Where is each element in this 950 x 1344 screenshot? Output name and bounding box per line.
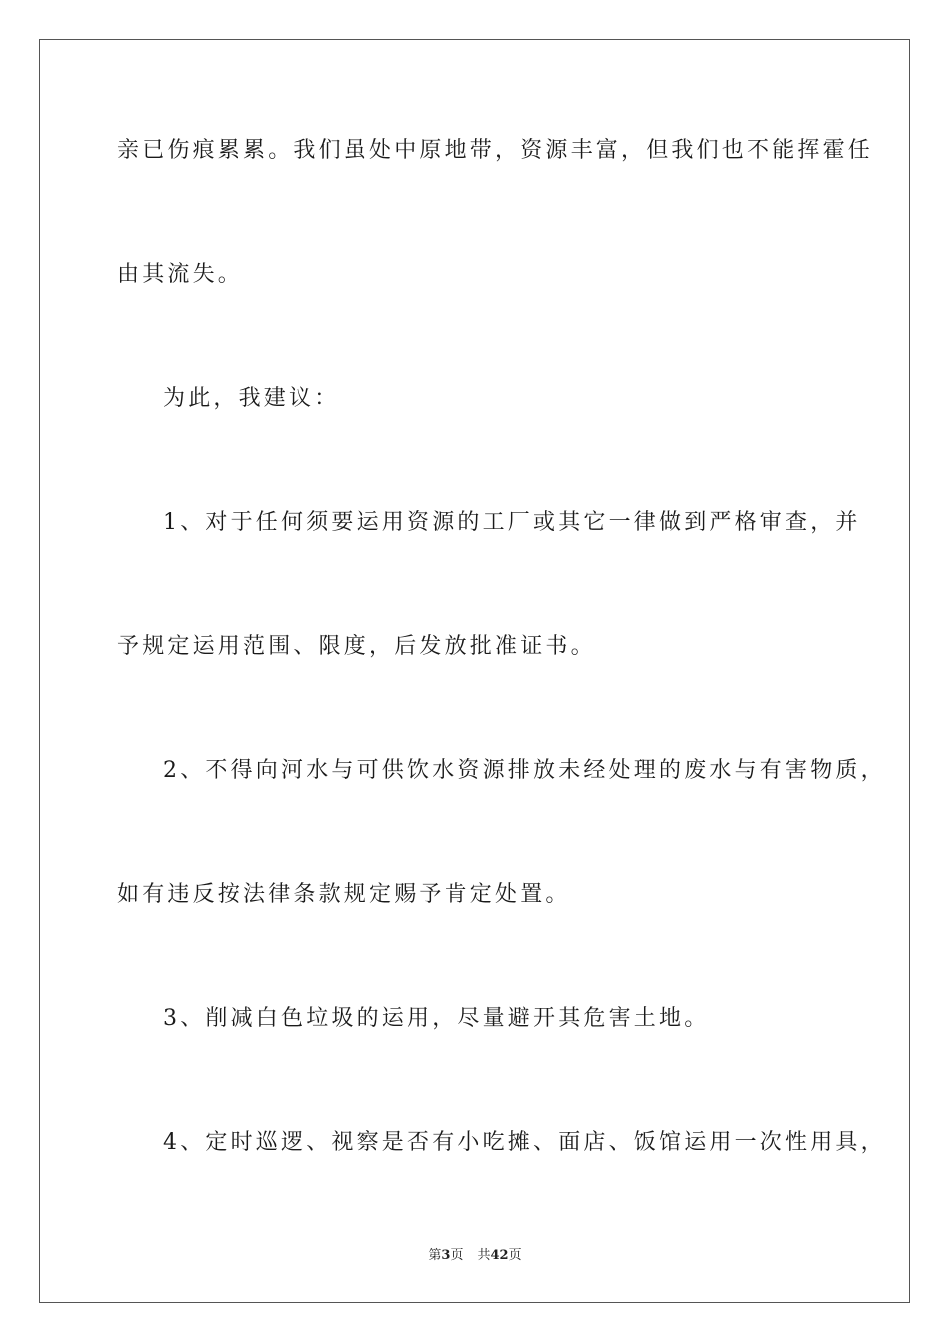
body-line-1: 亲已伤痕累累。我们虽处中原地带，资源丰富，但我们也不能挥霍任 xyxy=(117,138,874,163)
page-suffix: 页 xyxy=(450,1248,464,1263)
body-line-2: 由其流失。 xyxy=(117,262,244,287)
body-line-3: 为此，我建议： xyxy=(163,386,340,411)
body-line-6: 2、不得向河水与可供饮水资源排放未经处理的废水与有害物质， xyxy=(163,758,886,783)
total-pages: 42 xyxy=(490,1248,509,1263)
total-suffix: 页 xyxy=(508,1248,522,1263)
page-prefix: 第 xyxy=(428,1248,442,1263)
body-line-7: 如有违反按法律条款规定赐予肯定处置。 xyxy=(117,882,571,907)
total-prefix: 共 xyxy=(477,1248,491,1263)
page-border xyxy=(39,39,910,1303)
page-footer xyxy=(0,1247,950,1265)
body-line-9: 4、定时巡逻、视察是否有小吃摊、面店、饭馆运用一次性用具， xyxy=(163,1130,886,1155)
page-number: 3 xyxy=(441,1248,451,1263)
body-line-4: 1、对于任何须要运用资源的工厂或其它一律做到严格审查，并 xyxy=(163,510,861,535)
body-line-8: 3、削减白色垃圾的运用，尽量避开其危害土地。 xyxy=(163,1006,710,1031)
body-line-5: 予规定运用范围、限度，后发放批准证书。 xyxy=(117,634,596,659)
